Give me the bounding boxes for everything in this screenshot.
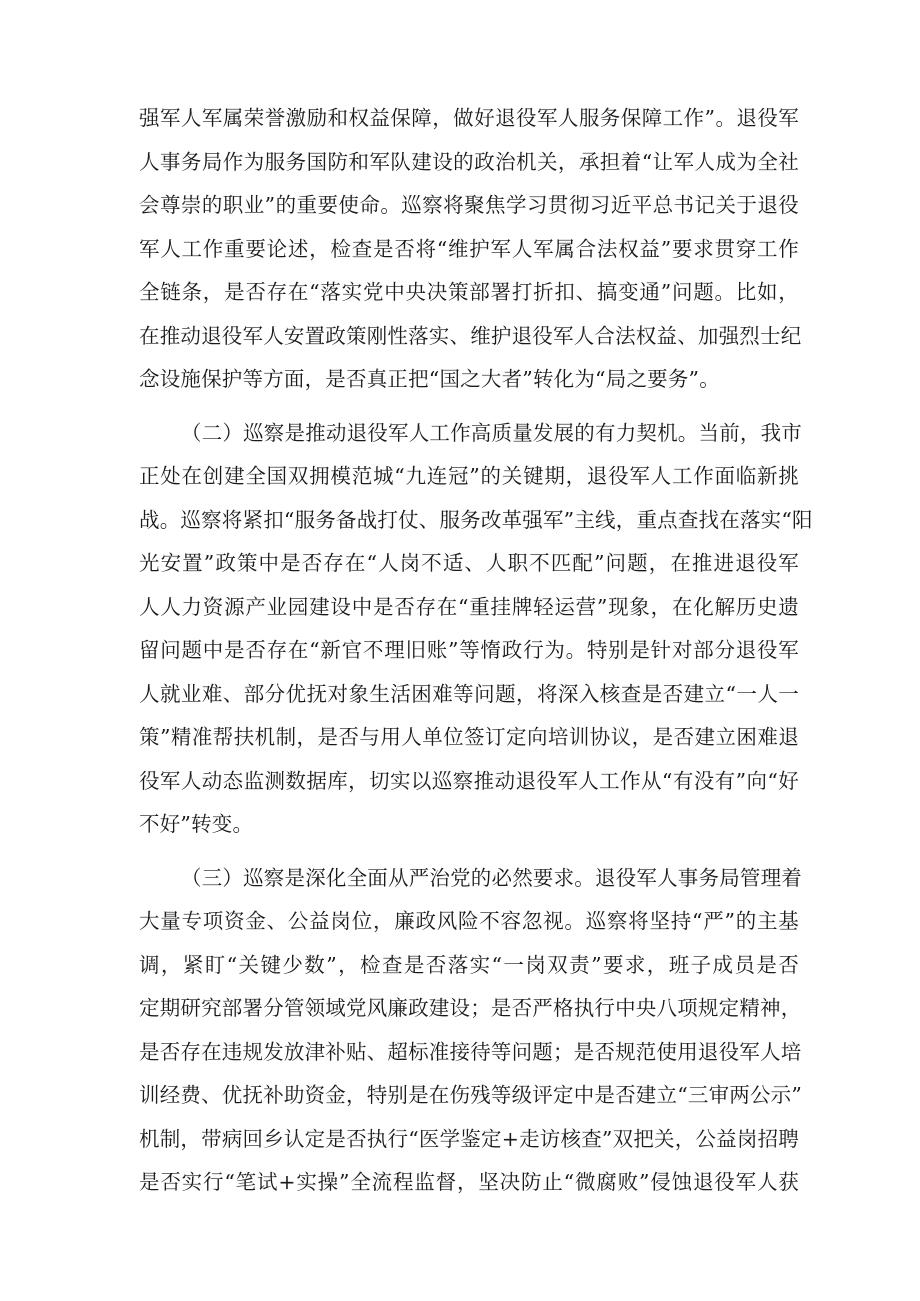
text-line: （二）巡察是推动退役军人工作高质量发展的有力契机。当前，我市 [181, 420, 802, 445]
text-line: （三）巡察是深化全面从严治党的必然要求。退役军人事务局管理着 [181, 865, 802, 890]
text-line: 役军人动态监测数据库，切实以巡察推动退役军人工作从“有没有”向“好 [139, 768, 799, 793]
text-line: 正处在创建全国双拥模范城“九连冠”的关键期，退役军人工作面临新挑 [139, 464, 799, 488]
paragraph-gap [139, 847, 799, 857]
text-line: 在推动退役军人安置政策刚性落实、维护退役军人合法权益、加强烈士纪 [139, 323, 802, 348]
paragraph-continuation [139, 97, 802, 402]
text-line: 战。巡察将紧扣“服务备战打仗、服务改革强军”主线，重点查找在落实“阳 [139, 507, 813, 532]
text-line: 强军人军属荣誉激励和权益保障，做好退役军人服务保障工作”。退役军 [139, 106, 799, 130]
text-line: 人就业难、部分优抚对象生活困难等问题，将深入核查是否建立“一人一 [139, 681, 799, 706]
text-line: 训经费、优抚补助资金，特别是在伤残等级评定中是否建立“三审两公示” [139, 1083, 803, 1107]
text-line: 留问题中是否存在“新官不理旧账”等惰政行为。特别是针对部分退役军 [139, 638, 799, 662]
text-line: 会尊崇的职业”的重要使命。巡察将聚焦学习贯彻习近平总书记关于退役 [139, 193, 799, 217]
document-body [139, 97, 813, 1205]
text-line: 是否存在违规发放津补贴、超标准接待等问题；是否规范使用退役军人培 [139, 1039, 802, 1064]
text-line: 人事务局作为服务国防和军队建设的政治机关，承担着“让军人成为全社 [139, 149, 799, 174]
text-line: 是否实行“笔试+实操”全流程监督，坚决防止“微腐败”侵蚀退役军人获 [139, 1170, 799, 1194]
text-line: 调，紧盯“关键少数”，检查是否落实“一岗双责”要求，班子成员是否 [139, 952, 799, 977]
text-line: 全链条，是否存在“落实党中央决策部署打折扣、搞变通”问题。比如， [139, 280, 799, 304]
text-line: 人人力资源产业园建设中是否存在“重挂牌轻运营”现象，在化解历史遗 [139, 594, 799, 619]
text-line: 大量专项资金、公益岗位，廉政风险不容忽视。巡察将坚持“严”的主基 [139, 909, 799, 933]
text-line: 不好”转变。 [139, 812, 254, 836]
text-line: 念设施保护等方面，是否真正把“国之大者”转化为“局之要务”。 [139, 367, 720, 391]
text-line: 定期研究部署分管领域党风廉政建设；是否严格执行中央八项规定精神， [139, 996, 802, 1020]
text-line: 光安置”政策中是否存在“人岗不适、人职不匹配”问题，在推进退役军 [139, 551, 799, 575]
paragraph-section-two [139, 412, 813, 847]
paragraph-gap [139, 402, 799, 412]
text-line: 军人工作重要论述，检查是否将“维护军人军属合法权益”要求贯穿工作 [139, 236, 799, 261]
paragraph-section-three [139, 857, 803, 1205]
text-line: 机制，带病回乡认定是否执行“医学鉴定+走访核查”双把关，公益岗招聘 [139, 1126, 799, 1151]
text-line: 策”精准帮扶机制，是否与用人单位签订定向培训协议，是否建立困难退 [139, 725, 799, 749]
